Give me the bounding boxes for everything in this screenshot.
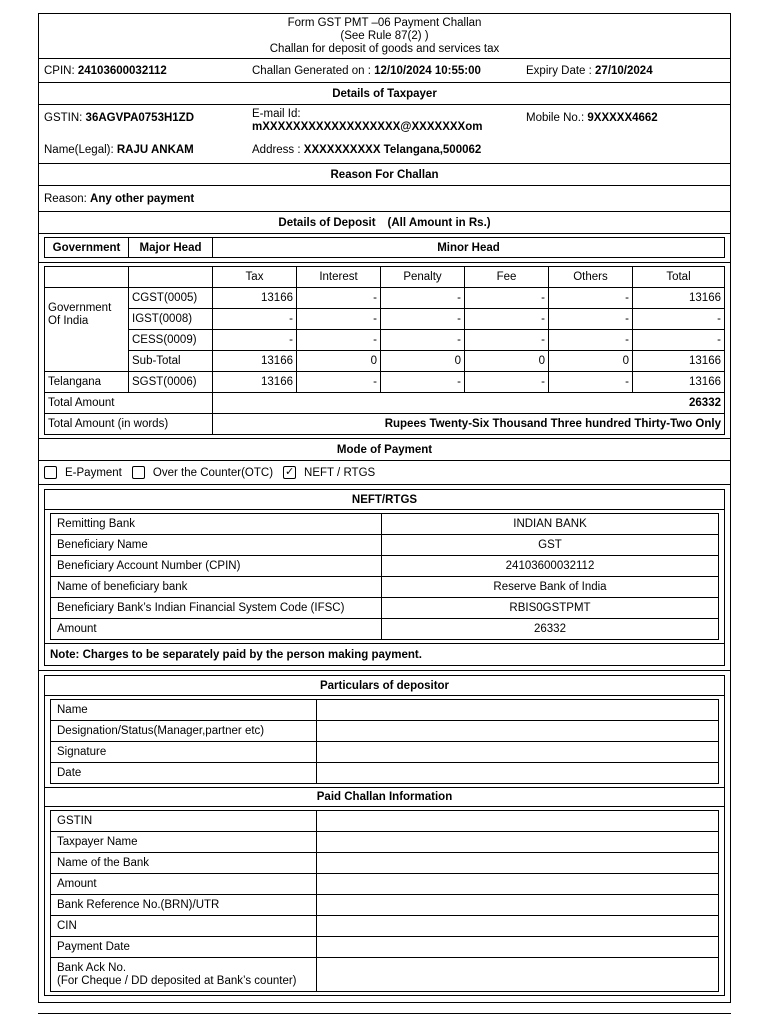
kv-label: CIN	[51, 916, 317, 937]
head-cell: SGST(0006)	[129, 372, 213, 393]
depositor-area	[39, 670, 730, 1002]
amount-cell: -	[465, 288, 549, 309]
kv-value: GST	[382, 535, 719, 556]
amount-cell: 13166	[633, 351, 725, 372]
amount-cell: -	[381, 288, 465, 309]
taxpayer-details	[39, 105, 730, 164]
form-title: Form GST PMT –06 Payment Challan	[287, 17, 482, 29]
major-head-header: Major Head	[129, 238, 213, 258]
kv-label: Payment Date	[51, 937, 317, 958]
amount-cell: -	[465, 309, 549, 330]
generated-label: Challan Generated on :	[252, 64, 371, 77]
amount-cell: -	[549, 288, 633, 309]
mobile-value: 9XXXXX4662	[587, 112, 658, 124]
kv-label: Name of beneficiary bank	[51, 577, 382, 598]
address-value: XXXXXXXXXX Telangana,500062	[303, 144, 482, 156]
bank-ack-line2: (For Cheque / DD deposited at Bank’s counter)	[57, 974, 297, 987]
kv-label: Amount	[51, 619, 382, 640]
table-row	[51, 958, 719, 992]
amount-header-row	[45, 267, 725, 288]
gstin-label: GSTIN:	[44, 112, 83, 124]
taxpayer-section-title: Details of Taxpayer	[39, 83, 730, 105]
form-subtitle: Challan for deposit of goods and services tax	[269, 43, 500, 55]
kv-label: GSTIN	[51, 811, 317, 832]
deposit-title: Details of Deposit	[278, 216, 376, 229]
kv-value: Reserve Bank of India	[382, 577, 719, 598]
challan-document	[38, 13, 731, 1003]
email-label: E-mail Id:	[252, 108, 301, 120]
table-row	[51, 598, 719, 619]
cpin-label: CPIN:	[44, 64, 75, 77]
tax-header: Tax	[213, 267, 297, 288]
kv-value: RBIS0GSTPMT	[382, 598, 719, 619]
deposit-section-title	[39, 212, 730, 234]
table-row	[51, 619, 719, 640]
cpin-value: 24103600032112	[77, 64, 167, 77]
amount-cell: -	[633, 330, 725, 351]
amount-cell: 13166	[213, 288, 297, 309]
total-words-label: Total Amount (in words)	[45, 414, 213, 435]
epayment-label: E-Payment	[65, 466, 122, 479]
table-row	[51, 763, 719, 784]
table-row	[45, 309, 725, 330]
reason-value: Any other payment	[90, 192, 195, 205]
expiry-label: Expiry Date :	[526, 64, 592, 77]
amount-cell: 0	[381, 351, 465, 372]
neft-title: NEFT/RTGS	[45, 490, 724, 510]
paid-value-cell	[317, 811, 719, 832]
amount-cell: -	[465, 330, 549, 351]
kv-label: Designation/Status(Manager,partner etc)	[51, 721, 317, 742]
mode-section-title: Mode of Payment	[39, 439, 730, 461]
table-row	[51, 811, 719, 832]
total-words-row	[45, 414, 725, 435]
amount-cell: 13166	[633, 372, 725, 393]
amount-cell: -	[549, 309, 633, 330]
paid-value-cell	[317, 916, 719, 937]
reason-section-title: Reason For Challan	[39, 164, 730, 186]
neft-option[interactable]	[283, 466, 375, 479]
table-row	[51, 874, 719, 895]
table-row	[51, 721, 719, 742]
kv-value: 24103600032112	[382, 556, 719, 577]
head-cell: Sub-Total	[129, 351, 213, 372]
table-row	[51, 577, 719, 598]
bank-ack-label	[51, 958, 317, 992]
fee-header: Fee	[465, 267, 549, 288]
amount-cell: 13166	[633, 288, 725, 309]
legal-name-value: RAJU ANKAM	[116, 144, 194, 156]
depositor-signature-input[interactable]	[317, 742, 719, 763]
amount-cell: 0	[549, 351, 633, 372]
kv-label: Bank Reference No.(BRN)/UTR	[51, 895, 317, 916]
total-amount-value: 26332	[213, 393, 725, 414]
table-row	[45, 330, 725, 351]
paid-value-cell	[317, 937, 719, 958]
government-header: Government	[45, 238, 129, 258]
amount-cell: -	[297, 309, 381, 330]
depositor-designation-input[interactable]	[317, 721, 719, 742]
depositor-date-input[interactable]	[317, 763, 719, 784]
otc-checkbox[interactable]	[132, 466, 145, 479]
kv-label: Amount	[51, 874, 317, 895]
table-row	[51, 832, 719, 853]
interest-header: Interest	[297, 267, 381, 288]
neft-box	[44, 489, 725, 666]
amount-cell: 0	[297, 351, 381, 372]
challan-info-row	[39, 59, 730, 83]
kv-label: Name	[51, 700, 317, 721]
reason-label: Reason:	[44, 192, 87, 205]
legal-name-field	[44, 144, 194, 156]
reason-row	[39, 186, 730, 212]
deposit-head-table	[39, 234, 730, 263]
expiry-value: 27/10/2024	[595, 64, 653, 77]
form-header	[39, 14, 730, 59]
amount-cell: -	[549, 372, 633, 393]
mobile-label: Mobile No.:	[526, 112, 585, 124]
state-row	[45, 372, 725, 393]
address-label: Address :	[252, 144, 301, 156]
deposit-unit-note: (All Amount in Rs.)	[387, 216, 491, 229]
table-row	[51, 895, 719, 916]
paid-title: Paid Challan Information	[45, 787, 724, 807]
paid-value-cell	[317, 895, 719, 916]
kv-label: Name of the Bank	[51, 853, 317, 874]
depositor-title: Particulars of depositor	[45, 676, 724, 696]
table-row	[51, 916, 719, 937]
amount-cell: -	[381, 309, 465, 330]
deposit-amount-table	[44, 266, 725, 435]
neft-checkbox[interactable]	[283, 466, 296, 479]
otc-label: Over the Counter(OTC)	[152, 466, 274, 479]
email-field	[252, 108, 482, 134]
deposit-amount-table-wrap	[39, 263, 730, 439]
address-field	[252, 144, 481, 156]
table-row	[51, 556, 719, 577]
kv-value: INDIAN BANK	[382, 514, 719, 535]
paid-value-cell	[317, 958, 719, 992]
paid-table	[50, 810, 719, 992]
amount-cell: 13166	[213, 372, 297, 393]
minor-head-header: Minor Head	[213, 238, 725, 258]
paid-value-cell	[317, 832, 719, 853]
expiry-field	[526, 65, 653, 77]
kv-label: Signature	[51, 742, 317, 763]
kv-label: Beneficiary Account Number (CPIN)	[51, 556, 382, 577]
table-row	[51, 535, 719, 556]
amount-cell: -	[297, 372, 381, 393]
state-gov-cell: Telangana	[45, 372, 129, 393]
table-row	[51, 742, 719, 763]
table-row	[51, 514, 719, 535]
legal-name-label: Name(Legal):	[44, 144, 114, 156]
neft-label: NEFT / RTGS	[304, 466, 376, 479]
head-cell: IGST(0008)	[129, 309, 213, 330]
mobile-field	[526, 112, 658, 124]
table-row	[51, 700, 719, 721]
bottom-rule	[38, 1013, 731, 1014]
gov-india-cell: Government Of India	[45, 288, 129, 372]
amount-cell: -	[465, 372, 549, 393]
bank-ack-line1: Bank Ack No.	[57, 961, 127, 974]
amount-cell: 0	[465, 351, 549, 372]
kv-value: 26332	[382, 619, 719, 640]
amount-cell: -	[213, 309, 297, 330]
gstin-value: 36AGVPA0753H1ZD	[85, 112, 194, 124]
subtotal-row	[45, 351, 725, 372]
amount-cell: -	[381, 372, 465, 393]
email-value: mXXXXXXXXXXXXXXXXXX@XXXXXXXom	[252, 121, 483, 133]
total-header: Total	[633, 267, 725, 288]
total-amount-row	[45, 393, 725, 414]
total-words-value: Rupees Twenty-Six Thousand Three hundred Thirty-Two Only	[213, 414, 725, 435]
head-cell: CGST(0005)	[129, 288, 213, 309]
depositor-box	[44, 675, 725, 996]
amount-cell: 13166	[213, 351, 297, 372]
table-row	[45, 288, 725, 309]
neft-table	[50, 513, 719, 640]
kv-label: Remitting Bank	[51, 514, 382, 535]
form-rule: (See Rule 87(2) )	[340, 30, 429, 42]
others-header: Others	[549, 267, 633, 288]
kv-label: Beneficiary Name	[51, 535, 382, 556]
charges-note: Note: Charges to be separately paid by the person making payment.	[45, 643, 724, 665]
generated-value: 12/10/2024 10:55:00	[374, 64, 481, 77]
epayment-checkbox[interactable]	[44, 466, 57, 479]
amount-cell: -	[633, 309, 725, 330]
epayment-option[interactable]	[44, 466, 122, 479]
paid-value-cell	[317, 853, 719, 874]
amount-cell: -	[381, 330, 465, 351]
kv-label: Date	[51, 763, 317, 784]
penalty-header: Penalty	[381, 267, 465, 288]
table-row	[51, 853, 719, 874]
head-cell: CESS(0009)	[129, 330, 213, 351]
gstin-field	[44, 112, 194, 124]
payment-mode-options	[39, 461, 730, 485]
kv-label: Beneficiary Bank’s Indian Financial System Code (IFSC)	[51, 598, 382, 619]
total-amount-label: Total Amount	[45, 393, 213, 414]
generated-field	[252, 65, 526, 77]
depositor-table	[50, 699, 719, 784]
depositor-name-input[interactable]	[317, 700, 719, 721]
paid-value-cell	[317, 874, 719, 895]
cpin-field	[44, 65, 252, 77]
amount-cell: -	[213, 330, 297, 351]
otc-option[interactable]	[132, 466, 273, 479]
amount-cell: -	[549, 330, 633, 351]
table-row	[51, 937, 719, 958]
amount-cell: -	[297, 330, 381, 351]
kv-label: Taxpayer Name	[51, 832, 317, 853]
amount-cell: -	[297, 288, 381, 309]
